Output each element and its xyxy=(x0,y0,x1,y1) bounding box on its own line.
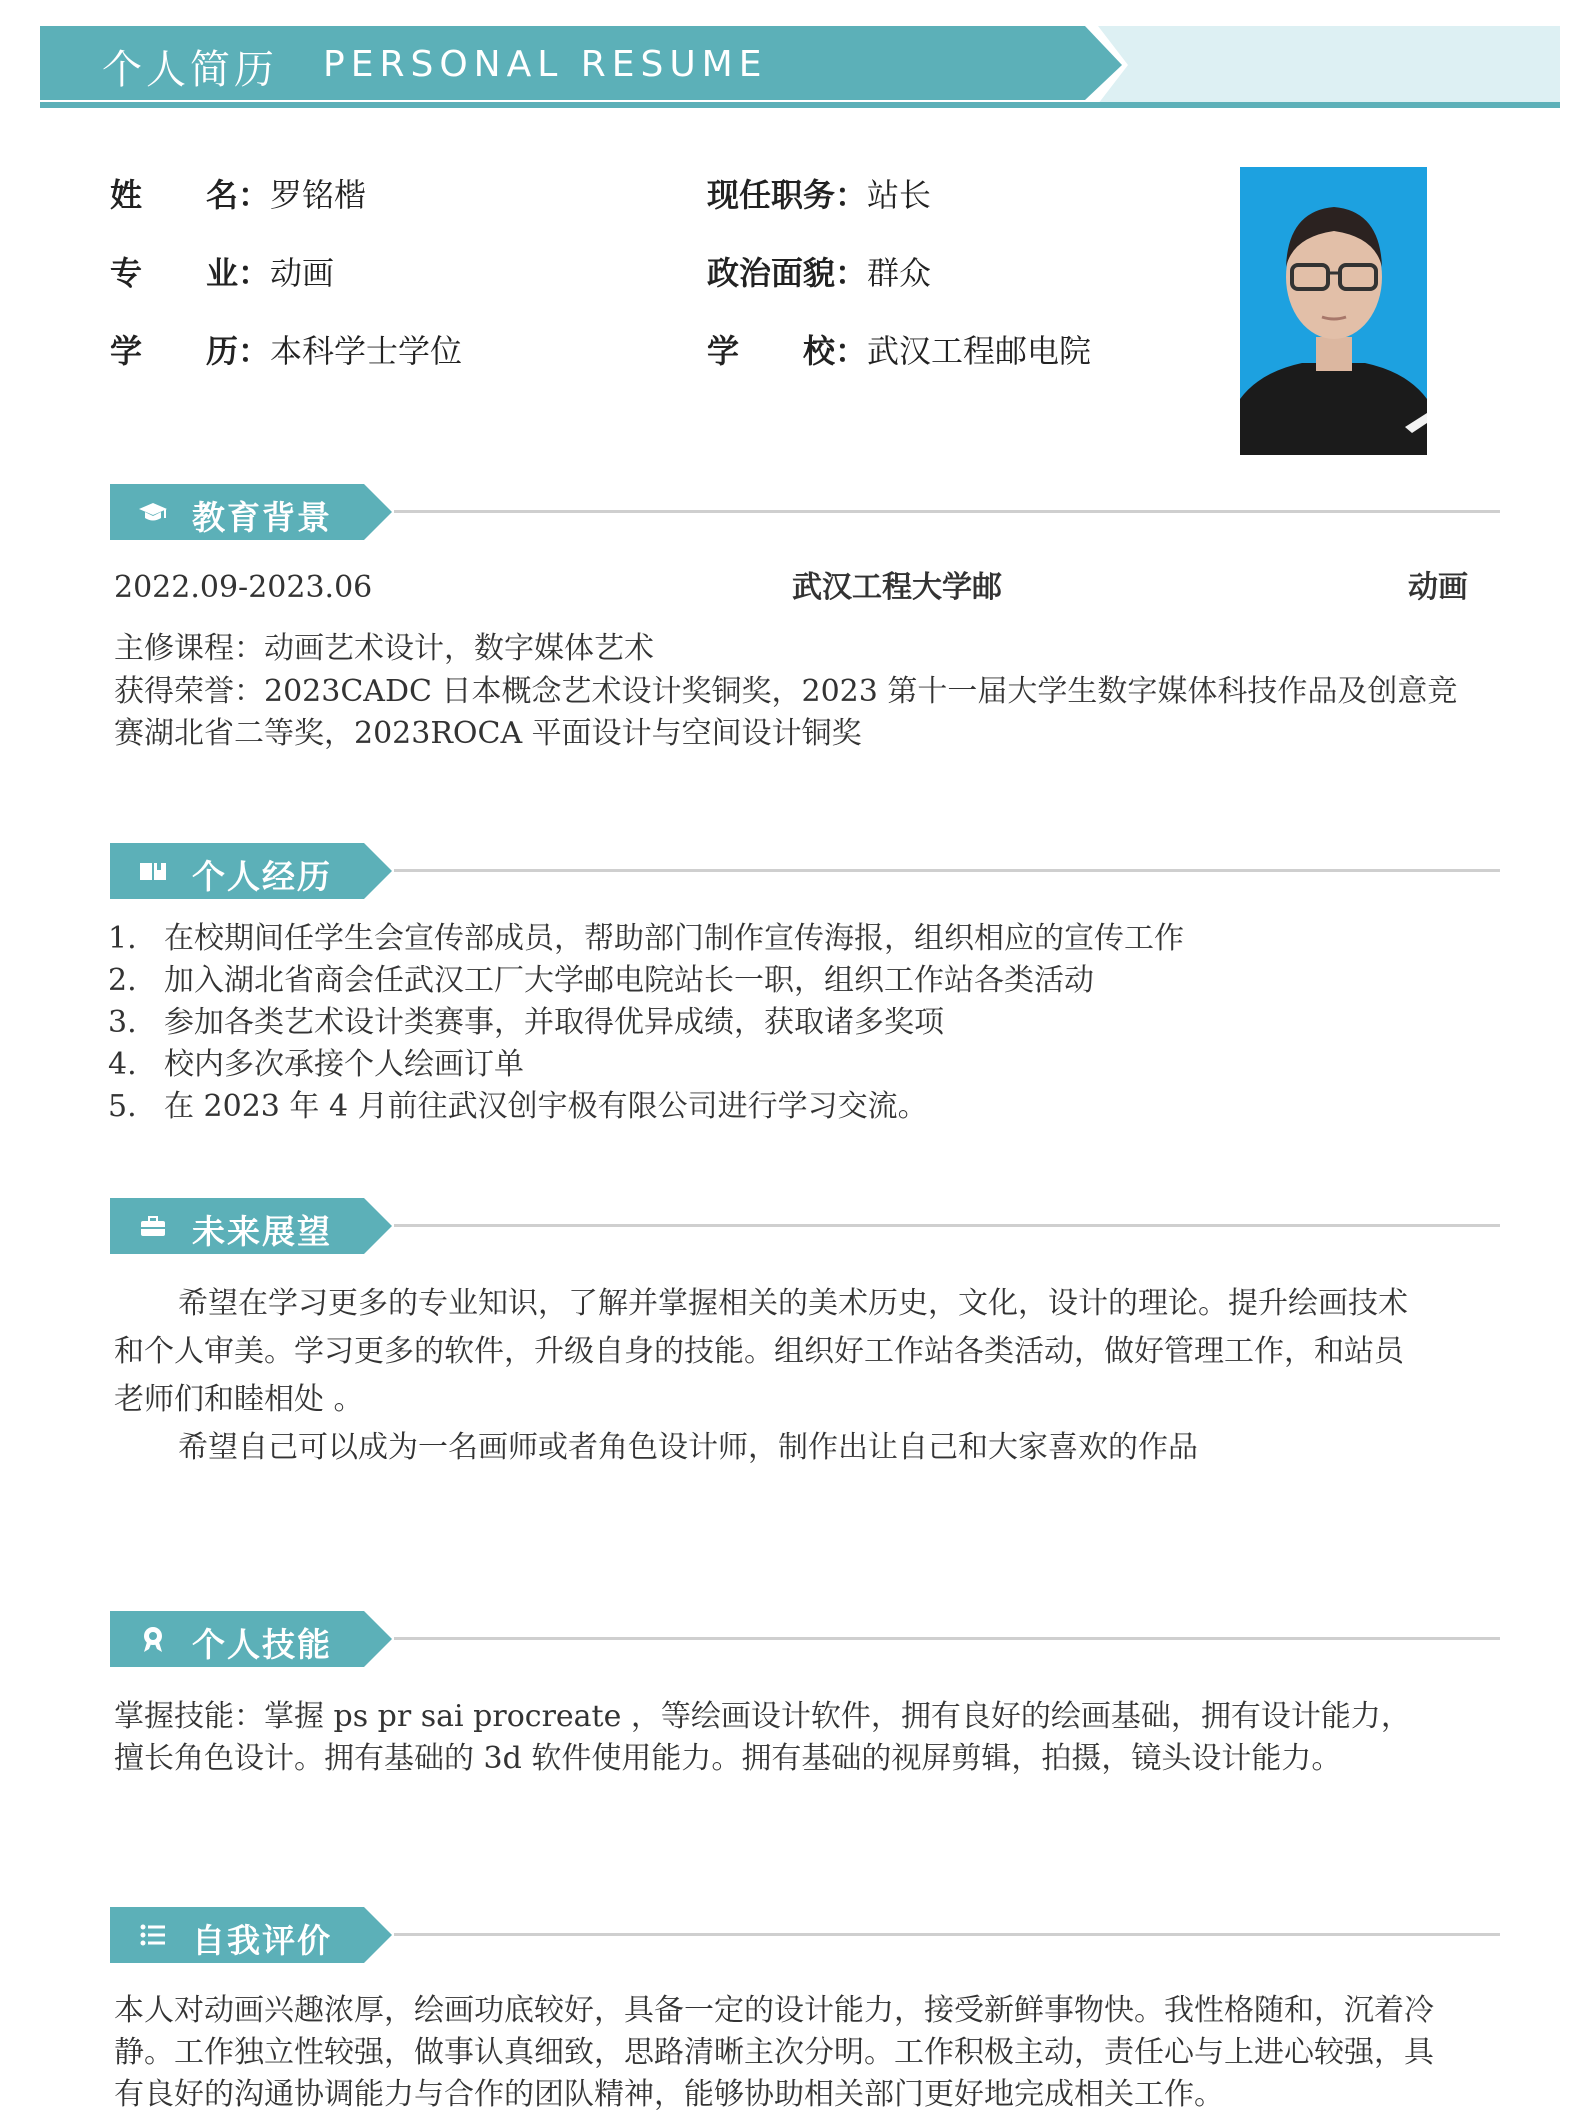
skills-line1: 掌握技能：掌握 ps pr sai procreate ，等绘画设计软件，拥有良好的绘画基础，拥有设计能力， xyxy=(114,1699,1411,1734)
section-title-education: 教育背景 xyxy=(192,498,332,537)
list-icon xyxy=(138,1920,168,1950)
section-divider xyxy=(394,1224,1500,1227)
list-item xyxy=(108,918,1508,960)
list-number: 3. xyxy=(108,1005,137,1040)
section-education xyxy=(110,484,1500,540)
info-school xyxy=(707,326,1091,372)
section-evaluation xyxy=(110,1907,1500,1963)
section-title-experience: 个人经历 xyxy=(192,857,332,896)
edu-period: 2022.09-2023.06 xyxy=(114,570,373,605)
graduation-cap-icon xyxy=(138,497,168,527)
outlook-p2: 希望自己可以成为一名画师或者角色设计师，制作出让自己和大家喜欢的作品 xyxy=(178,1430,1198,1465)
section-skills xyxy=(110,1611,1500,1667)
edu-honors-line1: 获得荣誉：2023CADC 日本概念艺术设计奖铜奖，2023 第十一届大学生数字媒体科技作品及创意竞 xyxy=(114,674,1458,709)
colon: ： xyxy=(835,176,868,214)
list-item xyxy=(108,960,1508,1002)
outlook-p1-line2: 和个人审美。学习更多的软件，升级自身的技能。组织好工作站各类活动，做好管理工作，和站员 xyxy=(114,1334,1404,1369)
info-political-label: 政治面貌 xyxy=(707,254,836,292)
colon: ： xyxy=(238,254,271,292)
list-item xyxy=(108,1002,1508,1044)
info-degree xyxy=(110,326,462,372)
colon: ： xyxy=(835,254,868,292)
list-number: 1. xyxy=(108,921,137,956)
info-school-value: 武汉工程邮电院 xyxy=(867,332,1092,370)
skills-line2: 擅长角色设计。拥有基础的 3d 软件使用能力。拥有基础的视屏剪辑，拍摄，镜头设计能力。 xyxy=(114,1741,1342,1776)
section-divider xyxy=(394,1637,1500,1640)
list-number: 2. xyxy=(108,963,137,998)
list-item-text: 参加各类艺术设计类赛事，并取得优异成绩，获取诸多奖项 xyxy=(164,1005,944,1040)
outlook-p1-line1: 希望在学习更多的专业知识，了解并掌握相关的美术历史，文化，设计的理论。提升绘画技术 xyxy=(178,1286,1408,1321)
list-number: 5. xyxy=(108,1089,137,1124)
info-school-label: 学校 xyxy=(707,332,835,370)
info-name-label: 姓名 xyxy=(110,176,238,214)
profile-photo xyxy=(1240,167,1427,455)
info-position-label: 现任职务 xyxy=(707,176,836,214)
info-position xyxy=(707,170,931,216)
edu-school: 武汉工程大学邮 xyxy=(792,570,1002,605)
section-divider xyxy=(394,510,1500,513)
section-title-skills: 个人技能 xyxy=(192,1625,332,1664)
outlook-p1-line3: 老师们和睦相处 。 xyxy=(114,1382,364,1417)
section-divider xyxy=(394,1933,1500,1936)
evaluation-line1: 本人对动画兴趣浓厚，绘画功底较好，具备一定的设计能力，接受新鲜事物快。我性格随和，沉着冷 xyxy=(114,1993,1434,2028)
header-subtitle: PERSONAL RESUME xyxy=(323,44,768,85)
info-name xyxy=(110,170,366,216)
info-major-label: 专业 xyxy=(110,254,238,292)
info-political-value: 群众 xyxy=(867,254,932,292)
section-experience xyxy=(110,843,1500,899)
info-name-value: 罗铭楷 xyxy=(270,176,367,214)
evaluation-line2: 静。工作独立性较强，做事认真细致，思路清晰主次分明。工作积极主动，责任心与上进心较强，具 xyxy=(114,2035,1434,2070)
section-title-outlook: 未来展望 xyxy=(192,1212,332,1251)
section-outlook xyxy=(110,1198,1500,1254)
resume-header xyxy=(0,0,1587,120)
info-political xyxy=(707,248,931,294)
section-title-evaluation: 自我评价 xyxy=(192,1921,332,1960)
info-position-value: 站长 xyxy=(867,176,932,214)
info-degree-label: 学历 xyxy=(110,332,238,370)
section-divider xyxy=(394,869,1500,872)
list-item-text: 在校期间任学生会宣传部成员，帮助部门制作宣传海报，组织相应的宣传工作 xyxy=(164,921,1184,956)
colon: ： xyxy=(835,332,868,370)
experience-list xyxy=(108,918,1508,1128)
briefcase-icon xyxy=(138,1211,168,1241)
header-title: 个人简历 xyxy=(102,47,278,93)
list-item-text: 加入湖北省商会任武汉工厂大学邮电院站长一职，组织工作站各类活动 xyxy=(164,963,1094,998)
edu-courses: 主修课程：动画艺术设计，数字媒体艺术 xyxy=(114,631,654,666)
evaluation-line3: 有良好的沟通协调能力与合作的团队精神，能够协助相关部门更好地完成相关工作。 xyxy=(114,2077,1224,2112)
list-number: 4. xyxy=(108,1047,137,1082)
edu-honors-line2: 赛湖北省二等奖，2023ROCA 平面设计与空间设计铜奖 xyxy=(114,716,862,751)
colon: ： xyxy=(238,332,271,370)
list-item xyxy=(108,1044,1508,1086)
list-item xyxy=(108,1086,1508,1128)
info-major xyxy=(110,248,334,294)
colon: ： xyxy=(238,176,271,214)
edu-major: 动画 xyxy=(1408,570,1468,605)
list-item-text: 校内多次承接个人绘画订单 xyxy=(164,1047,524,1082)
info-degree-value: 本科学士学位 xyxy=(270,332,463,370)
book-icon xyxy=(138,856,168,886)
award-ribbon-icon xyxy=(138,1624,168,1654)
list-item-text: 在 2023 年 4 月前往武汉创宇极有限公司进行学习交流。 xyxy=(164,1089,928,1124)
info-major-value: 动画 xyxy=(270,254,335,292)
